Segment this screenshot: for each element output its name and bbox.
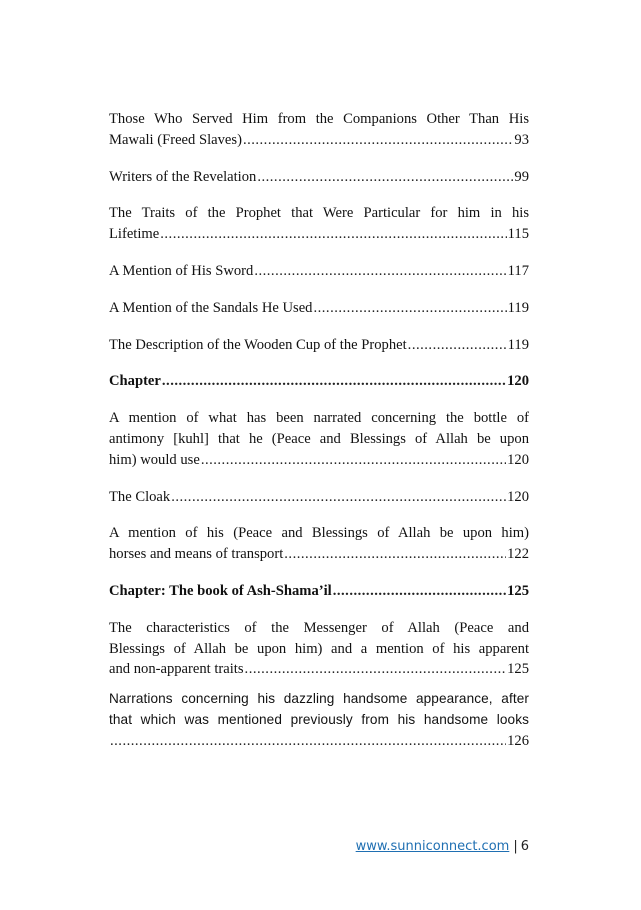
toc-entry-text: horses and means of transport	[109, 546, 284, 563]
toc-entry-text: Mawali (Freed Slaves)	[109, 131, 242, 148]
toc-page-number: 93	[514, 131, 529, 148]
dot-leader	[313, 298, 506, 319]
dot-leader	[162, 371, 506, 392]
toc-entry-text: The characteristics of the Messenger of Allah (Peace and	[109, 619, 529, 636]
toc-page-number: 119	[507, 336, 529, 353]
toc-entry-text: A Mention of the Sandals He Used	[109, 299, 313, 316]
toc-page-number: 125	[507, 661, 529, 678]
toc-page-number: 120	[507, 373, 529, 390]
toc-page-number: 125	[507, 582, 529, 599]
toc-chapter-entry[interactable]	[109, 581, 529, 602]
toc-entry[interactable]	[109, 523, 529, 565]
toc-page-number: 120	[507, 451, 529, 468]
toc-page-number: 120	[507, 488, 529, 505]
footer-page-number: 6	[520, 839, 529, 854]
dot-leader	[284, 544, 506, 565]
toc-entry-text: A mention of his (Peace and Blessings of Allah be upon him)	[109, 525, 529, 542]
dot-leader	[257, 167, 513, 188]
toc-entry[interactable]	[109, 487, 529, 508]
toc-entry-text: him) would use	[109, 451, 200, 468]
toc-entry-text: and non-apparent traits	[109, 661, 244, 678]
toc-entry-text: Chapter: The book of Ash-Shama’il	[109, 582, 332, 599]
toc-entry-text: antimony [kuhl] that he (Peace and Blessings of Allah be upon	[109, 430, 529, 447]
toc-entry[interactable]	[109, 408, 529, 470]
dot-leader	[160, 224, 506, 245]
toc-entry-text: The Cloak	[109, 488, 171, 505]
toc-entry-text: The Description of the Wooden Cup of the Prophet	[109, 336, 407, 353]
toc-entry-text: Lifetime	[109, 226, 160, 243]
toc-entry-text: A mention of what has been narrated concerning the bottle of	[109, 410, 529, 427]
dot-leader	[254, 261, 506, 282]
toc-page-number: 99	[514, 168, 529, 185]
toc-page-number: 119	[507, 299, 529, 316]
toc-entry[interactable]	[109, 335, 529, 356]
dot-leader	[243, 130, 513, 151]
page-footer	[356, 839, 529, 854]
dot-leader	[201, 450, 506, 471]
toc-entry-text: Blessings of Allah be upon him) and a mention of his apparent	[109, 640, 529, 657]
dot-leader	[171, 487, 506, 508]
table-of-contents	[109, 109, 529, 752]
toc-page-number: 126	[507, 732, 529, 749]
toc-entry-text: A Mention of His Sword	[109, 262, 254, 279]
toc-page-number: 115	[507, 226, 529, 243]
toc-entry-text: Narrations concerning his dazzling handsome appearance, after	[109, 691, 529, 707]
toc-entry-text: The Traits of the Prophet that Were Particular for him in his	[109, 205, 529, 222]
toc-entry-text: Those Who Served Him from the Companions Other Than His	[109, 111, 529, 127]
toc-entry[interactable]	[109, 261, 529, 282]
toc-chapter-entry[interactable]	[109, 371, 529, 392]
toc-entry-text: that which was mentioned previously from his handsome looks	[109, 711, 529, 727]
toc-entry[interactable]	[109, 298, 529, 319]
toc-entry-text: Writers of the Revelation	[109, 168, 257, 185]
toc-entry-text: Chapter	[109, 373, 161, 390]
toc-entry[interactable]	[109, 167, 529, 188]
toc-entry[interactable]	[109, 203, 529, 245]
dot-leader	[110, 731, 506, 752]
website-link[interactable]: www.sunniconnect.com	[355, 839, 510, 854]
toc-entry[interactable]	[109, 618, 529, 680]
toc-page-number: 117	[507, 262, 529, 279]
toc-entry[interactable]	[109, 109, 529, 151]
dot-leader	[245, 659, 507, 680]
dot-leader	[408, 335, 507, 356]
toc-page-number: 122	[507, 546, 529, 563]
toc-entry[interactable]	[109, 689, 529, 751]
footer-separator: |	[513, 839, 518, 854]
dot-leader	[333, 581, 506, 602]
